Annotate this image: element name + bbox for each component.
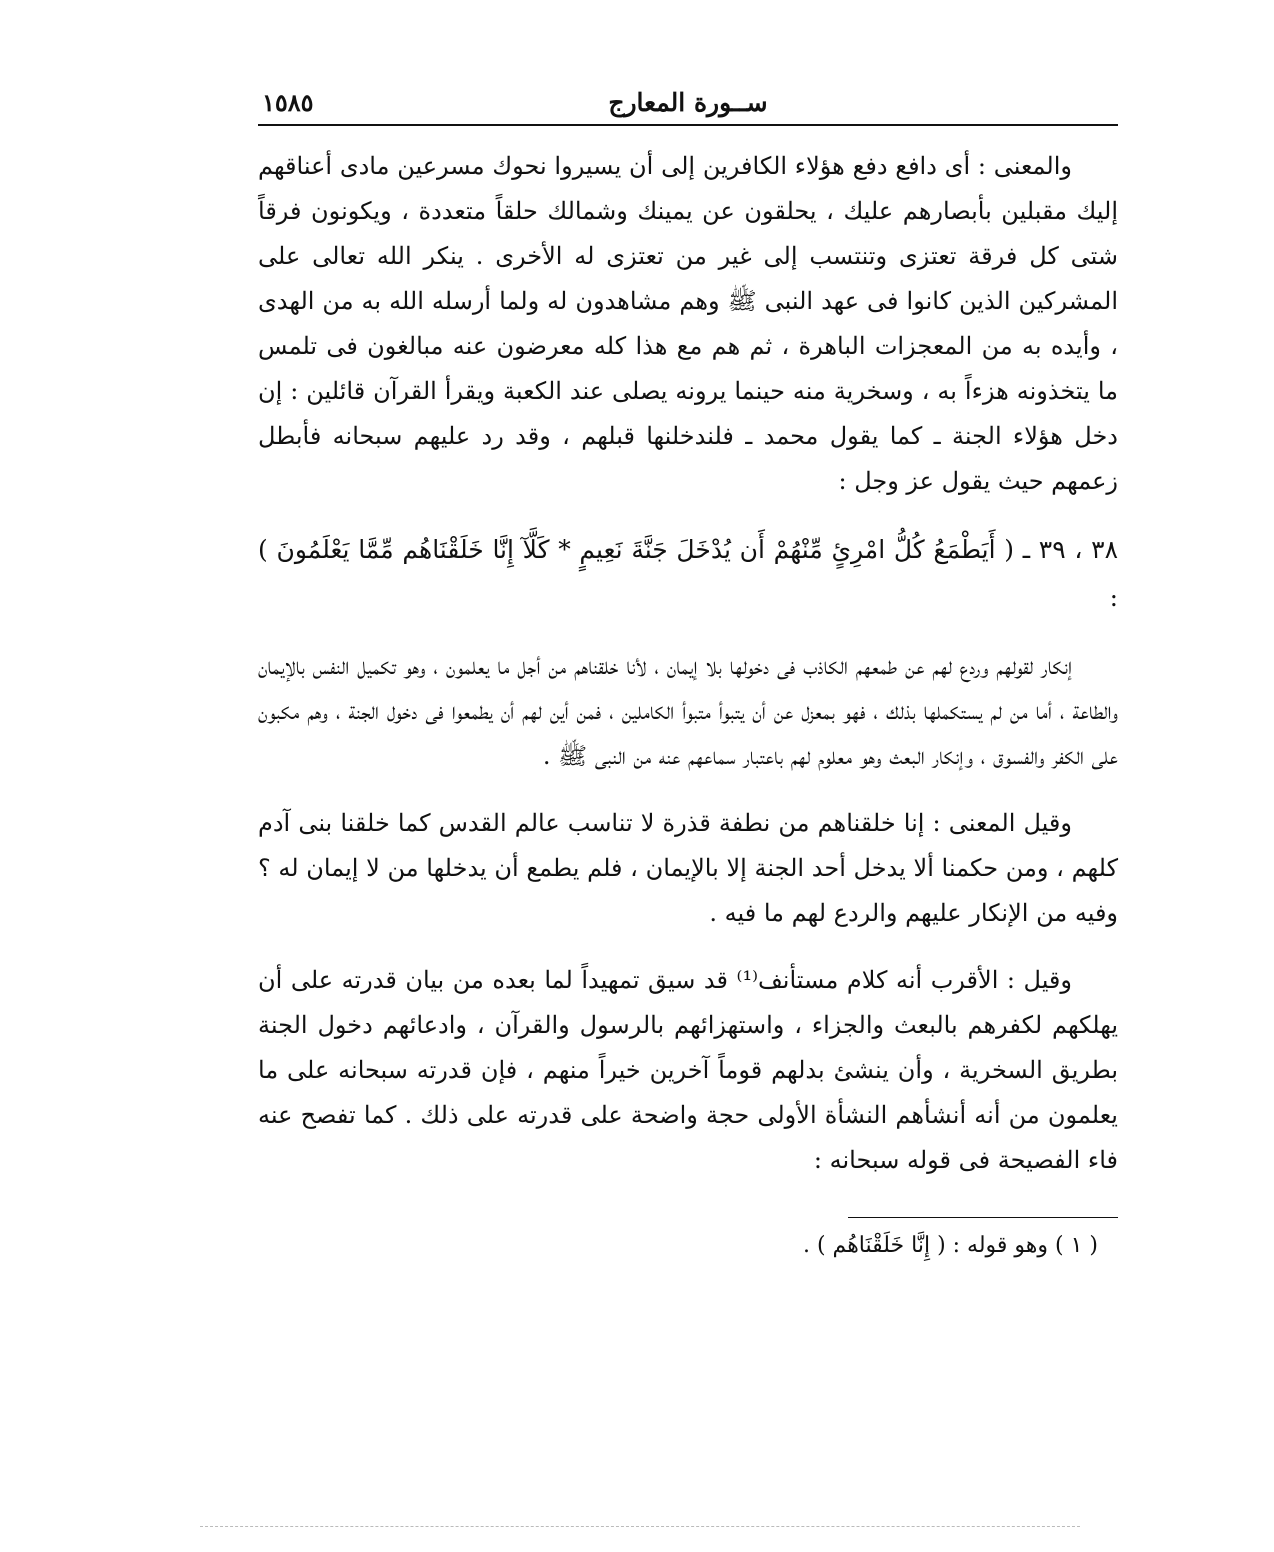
surah-title: ســورة المعارج: [608, 88, 768, 117]
footnote: ( ١ ) وهو قوله : ( إِنَّا خَلَقْنَاهُم ) .: [802, 1233, 1098, 1258]
paragraph-denial: إنكار لقولهم وردع لهم عن طمعهم الكاذب فى دخولها بلا إيمان ، لأنا خلقناهم من أجل ما يعلمون ، وهو تكميل النفس بالإيمان والطاعة ، أما من لم يستكملها بذلك ، فهو بمعزل عن أن يتبوأ متبوأ الكاملين ، فمن أين لهم أن يطمعوا فى دخول الجنة ، وهم مكبون على الكفر والفسوق ، وإنكار البعث وهو معلوم لهم باعتبار سماعهم عنه من النبى ﷺ .: [258, 652, 1118, 770]
page-number: ١٥٨٥: [262, 88, 314, 117]
paragraph-alternative-meaning: وقيل المعنى : إنا خلقناهم من نطفة قذرة لا تناسب عالم القدس كما خلقنا بنى آدم كلهم ، ومن حكمنا ألا يدخل أحد الجنة إلا بالإيمان ، فلم يطمع أن يدخلها من لا إيمان له ؟ وفيه من الإنكار عليهم والردع لهم ما فيه .: [258, 809, 1118, 927]
page-header: [258, 80, 1118, 126]
verse-38-39: ٣٨ ، ٣٩ ـ ( أَيَطْمَعُ كُلُّ امْرِئٍ مِّنْهُمْ أَن يُدْخَلَ جَنَّةَ نَعِيمٍ * كَلَّآ إِنَّا خَلَقْنَاهُم مِّمَّا يَعْلَمُونَ ) :: [258, 535, 1118, 612]
footnote-divider: [848, 1217, 1118, 1218]
page: [258, 80, 1118, 1540]
paragraph-meaning: والمعنى : أى دافع دفع هؤلاء الكافرين إلى أن يسيروا نحوك مسرعين مادى أعناقهم إليك مقبلين بأبصارهم عليك ، يحلقون عن يمينك وشمالك حلقاً متعددة ، ويكونون فرقاً شتى كل فرقة تعتزى وتنتسب إلى غير من تعتزى له الأخرى . ينكر الله تعالى على المشركين الذين كانوا فى عهد النبى ﷺ وهم مشاهدون له ولما أرسله الله به من الهدى ، وأيده به من المعجزات الباهرة ، ثم هم مع هذا كله معرضون عنه مبالغون فى تلمس ما يتخذونه هزءاً به ، وسخرية منه حينما يرونه يصلى عند الكعبة ويقرأ القرآن قائلين : إن دخل هؤلاء الجنة ـ كما يقول محمد ـ فلندخلنها قبلهم ، وقد رد عليهم سبحانه فأبطل زعمهم حيث يقول عز وجل :: [258, 152, 1118, 495]
paragraph-closest-view: وقيل : الأقرب أنه كلام مستأنف⁽¹⁾ قد سيق تمهيداً لما بعده من بيان قدرته على أن يهلكهم لكفرهم بالبعث والجزاء ، واستهزائهم بالرسول والقرآن ، وادعائهم دخول الجنة بطريق السخرية ، وأن ينشئ بدلهم قوماً آخرين خيراً منهم ، فإن قدرته سبحانه على ما يعلمون من أنه أنشأهم النشأة الأولى حجة واضحة على قدرته على ذلك . كما تفصح عنه فاء الفصيحة فى قوله سبحانه :: [258, 966, 1118, 1174]
bottom-scan-line: [200, 1526, 1080, 1527]
